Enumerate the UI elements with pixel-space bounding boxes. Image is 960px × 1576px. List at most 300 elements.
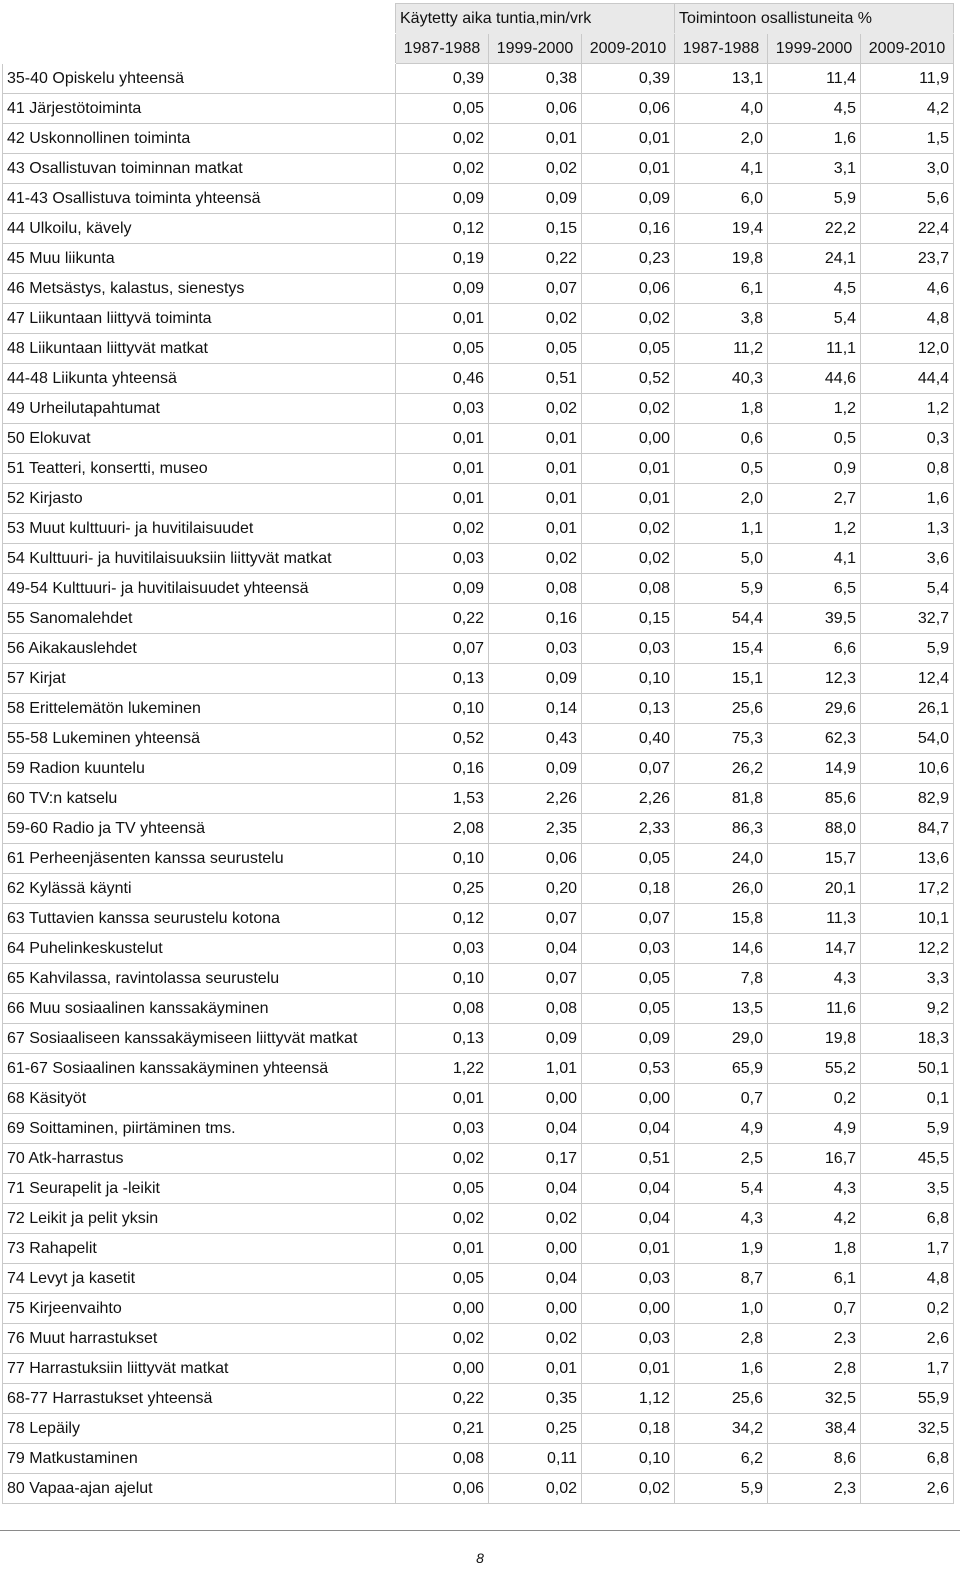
value-cell: 0,02 bbox=[489, 1204, 582, 1234]
value-cell: 0,00 bbox=[582, 1084, 675, 1114]
value-cell: 81,8 bbox=[675, 784, 768, 814]
value-cell: 0,08 bbox=[396, 994, 489, 1024]
table-row bbox=[3, 1354, 954, 1384]
value-cell: 0,05 bbox=[582, 964, 675, 994]
value-cell: 0,3 bbox=[861, 424, 954, 454]
value-cell: 4,3 bbox=[768, 1174, 861, 1204]
value-cell: 0,10 bbox=[582, 664, 675, 694]
value-cell: 0,07 bbox=[582, 754, 675, 784]
value-cell: 0,01 bbox=[582, 154, 675, 184]
value-cell: 1,9 bbox=[675, 1234, 768, 1264]
value-cell: 0,25 bbox=[489, 1414, 582, 1444]
row-label: 48 Liikuntaan liittyvät matkat bbox=[3, 334, 396, 364]
row-label: 54 Kulttuuri- ja huvitilaisuuksiin liittyvät matkat bbox=[3, 544, 396, 574]
value-cell: 29,0 bbox=[675, 1024, 768, 1054]
value-cell: 0,02 bbox=[489, 304, 582, 334]
value-cell: 0,02 bbox=[396, 514, 489, 544]
value-cell: 6,6 bbox=[768, 634, 861, 664]
table-row bbox=[3, 124, 954, 154]
value-cell: 1,53 bbox=[396, 784, 489, 814]
value-cell: 8,6 bbox=[768, 1444, 861, 1474]
row-label: 68-77 Harrastukset yhteensä bbox=[3, 1384, 396, 1414]
value-cell: 0,00 bbox=[582, 1294, 675, 1324]
value-cell: 6,8 bbox=[861, 1444, 954, 1474]
value-cell: 2,3 bbox=[768, 1324, 861, 1354]
value-cell: 1,0 bbox=[675, 1294, 768, 1324]
table-row bbox=[3, 634, 954, 664]
value-cell: 26,1 bbox=[861, 694, 954, 724]
value-cell: 32,5 bbox=[768, 1384, 861, 1414]
value-cell: 0,18 bbox=[582, 1414, 675, 1444]
value-cell: 7,8 bbox=[675, 964, 768, 994]
value-cell: 0,7 bbox=[768, 1294, 861, 1324]
time-use-table bbox=[2, 3, 954, 1504]
value-cell: 5,9 bbox=[861, 634, 954, 664]
row-label: 58 Erittelemätön lukeminen bbox=[3, 694, 396, 724]
value-cell: 0,18 bbox=[582, 874, 675, 904]
value-cell: 0,06 bbox=[489, 844, 582, 874]
value-cell: 0,12 bbox=[396, 214, 489, 244]
value-cell: 4,3 bbox=[768, 964, 861, 994]
value-cell: 15,4 bbox=[675, 634, 768, 664]
value-cell: 22,4 bbox=[861, 214, 954, 244]
value-cell: 1,8 bbox=[768, 1234, 861, 1264]
value-cell: 0,03 bbox=[396, 394, 489, 424]
value-cell: 85,6 bbox=[768, 784, 861, 814]
value-cell: 0,02 bbox=[489, 154, 582, 184]
row-label: 64 Puhelinkeskustelut bbox=[3, 934, 396, 964]
row-label: 47 Liikuntaan liittyvä toiminta bbox=[3, 304, 396, 334]
table-row bbox=[3, 694, 954, 724]
row-label: 66 Muu sosiaalinen kanssakäyminen bbox=[3, 994, 396, 1024]
value-cell: 0,03 bbox=[582, 1324, 675, 1354]
value-cell: 0,08 bbox=[582, 574, 675, 604]
row-label: 49 Urheilutapahtumat bbox=[3, 394, 396, 424]
year-header: 1999-2000 bbox=[768, 34, 861, 64]
value-cell: 0,40 bbox=[582, 724, 675, 754]
value-cell: 6,1 bbox=[675, 274, 768, 304]
footer-rule bbox=[0, 1530, 960, 1531]
value-cell: 3,8 bbox=[675, 304, 768, 334]
value-cell: 20,1 bbox=[768, 874, 861, 904]
value-cell: 0,01 bbox=[396, 424, 489, 454]
value-cell: 1,2 bbox=[768, 514, 861, 544]
value-cell: 25,6 bbox=[675, 694, 768, 724]
row-label: 53 Muut kulttuuri- ja huvitilaisuudet bbox=[3, 514, 396, 544]
value-cell: 12,2 bbox=[861, 934, 954, 964]
row-label: 55 Sanomalehdet bbox=[3, 604, 396, 634]
value-cell: 0,5 bbox=[675, 454, 768, 484]
value-cell: 18,3 bbox=[861, 1024, 954, 1054]
value-cell: 0,00 bbox=[489, 1294, 582, 1324]
value-cell: 0,06 bbox=[396, 1474, 489, 1504]
value-cell: 75,3 bbox=[675, 724, 768, 754]
value-cell: 4,5 bbox=[768, 94, 861, 124]
table-row bbox=[3, 94, 954, 124]
value-cell: 0,08 bbox=[489, 574, 582, 604]
value-cell: 0,02 bbox=[582, 394, 675, 424]
table-row bbox=[3, 724, 954, 754]
value-cell: 0,09 bbox=[396, 274, 489, 304]
table-row bbox=[3, 1204, 954, 1234]
row-label: 74 Levyt ja kasetit bbox=[3, 1264, 396, 1294]
table-body bbox=[3, 64, 954, 1504]
value-cell: 0,01 bbox=[489, 1354, 582, 1384]
value-cell: 0,03 bbox=[396, 934, 489, 964]
table-row bbox=[3, 574, 954, 604]
table-row bbox=[3, 1144, 954, 1174]
value-cell: 11,3 bbox=[768, 904, 861, 934]
value-cell: 1,7 bbox=[861, 1234, 954, 1264]
table-row bbox=[3, 814, 954, 844]
table-row bbox=[3, 1054, 954, 1084]
value-cell: 0,38 bbox=[489, 64, 582, 94]
value-cell: 0,01 bbox=[396, 1084, 489, 1114]
value-cell: 4,1 bbox=[675, 154, 768, 184]
table-row bbox=[3, 904, 954, 934]
table-row bbox=[3, 364, 954, 394]
value-cell: 6,0 bbox=[675, 184, 768, 214]
row-label: 55-58 Lukeminen yhteensä bbox=[3, 724, 396, 754]
value-cell: 4,2 bbox=[861, 94, 954, 124]
table-row bbox=[3, 604, 954, 634]
value-cell: 5,9 bbox=[675, 1474, 768, 1504]
value-cell: 0,09 bbox=[582, 184, 675, 214]
table-row bbox=[3, 844, 954, 874]
value-cell: 3,0 bbox=[861, 154, 954, 184]
row-label: 61 Perheenjäsenten kanssa seurustelu bbox=[3, 844, 396, 874]
value-cell: 2,3 bbox=[768, 1474, 861, 1504]
value-cell: 0,09 bbox=[489, 1024, 582, 1054]
table-row bbox=[3, 64, 954, 94]
table-row bbox=[3, 154, 954, 184]
value-cell: 0,04 bbox=[582, 1114, 675, 1144]
row-label: 49-54 Kulttuuri- ja huvitilaisuudet yhteensä bbox=[3, 574, 396, 604]
header-corner bbox=[3, 4, 396, 34]
value-cell: 0,53 bbox=[582, 1054, 675, 1084]
value-cell: 6,2 bbox=[675, 1444, 768, 1474]
value-cell: 26,0 bbox=[675, 874, 768, 904]
value-cell: 14,6 bbox=[675, 934, 768, 964]
row-label: 61-67 Sosiaalinen kanssakäyminen yhteensä bbox=[3, 1054, 396, 1084]
value-cell: 6,1 bbox=[768, 1264, 861, 1294]
value-cell: 19,8 bbox=[768, 1024, 861, 1054]
value-cell: 0,13 bbox=[396, 1024, 489, 1054]
value-cell: 11,2 bbox=[675, 334, 768, 364]
value-cell: 11,1 bbox=[768, 334, 861, 364]
value-cell: 0,05 bbox=[582, 334, 675, 364]
value-cell: 34,2 bbox=[675, 1414, 768, 1444]
value-cell: 1,5 bbox=[861, 124, 954, 154]
value-cell: 1,6 bbox=[675, 1354, 768, 1384]
value-cell: 54,0 bbox=[861, 724, 954, 754]
value-cell: 0,01 bbox=[582, 1234, 675, 1264]
value-cell: 5,4 bbox=[675, 1174, 768, 1204]
page-number: 8 bbox=[476, 1550, 484, 1566]
year-header: 1999-2000 bbox=[489, 34, 582, 64]
value-cell: 0,03 bbox=[582, 934, 675, 964]
value-cell: 0,06 bbox=[582, 274, 675, 304]
row-label: 41-43 Osallistuva toiminta yhteensä bbox=[3, 184, 396, 214]
value-cell: 0,10 bbox=[396, 844, 489, 874]
row-label: 79 Matkustaminen bbox=[3, 1444, 396, 1474]
table-row bbox=[3, 214, 954, 244]
value-cell: 0,19 bbox=[396, 244, 489, 274]
value-cell: 0,8 bbox=[861, 454, 954, 484]
value-cell: 0,5 bbox=[768, 424, 861, 454]
year-header: 2009-2010 bbox=[582, 34, 675, 64]
value-cell: 0,10 bbox=[582, 1444, 675, 1474]
value-cell: 0,25 bbox=[396, 874, 489, 904]
value-cell: 0,15 bbox=[489, 214, 582, 244]
value-cell: 4,0 bbox=[675, 94, 768, 124]
year-header-row bbox=[3, 34, 954, 64]
row-label: 78 Lepäily bbox=[3, 1414, 396, 1444]
value-cell: 0,22 bbox=[396, 1384, 489, 1414]
value-cell: 0,01 bbox=[396, 1234, 489, 1264]
value-cell: 4,9 bbox=[768, 1114, 861, 1144]
value-cell: 1,2 bbox=[861, 394, 954, 424]
value-cell: 11,9 bbox=[861, 64, 954, 94]
value-cell: 0,01 bbox=[396, 304, 489, 334]
value-cell: 0,03 bbox=[396, 1114, 489, 1144]
table-row bbox=[3, 1444, 954, 1474]
value-cell: 4,5 bbox=[768, 274, 861, 304]
value-cell: 0,21 bbox=[396, 1414, 489, 1444]
value-cell: 39,5 bbox=[768, 604, 861, 634]
value-cell: 5,9 bbox=[675, 574, 768, 604]
value-cell: 2,33 bbox=[582, 814, 675, 844]
table-row bbox=[3, 1474, 954, 1504]
value-cell: 11,6 bbox=[768, 994, 861, 1024]
value-cell: 2,35 bbox=[489, 814, 582, 844]
value-cell: 0,17 bbox=[489, 1144, 582, 1174]
value-cell: 15,1 bbox=[675, 664, 768, 694]
row-label: 73 Rahapelit bbox=[3, 1234, 396, 1264]
value-cell: 13,6 bbox=[861, 844, 954, 874]
row-label: 71 Seurapelit ja -leikit bbox=[3, 1174, 396, 1204]
group-header-row bbox=[3, 4, 954, 34]
value-cell: 2,0 bbox=[675, 484, 768, 514]
value-cell: 0,02 bbox=[396, 1324, 489, 1354]
group-header-time: Käytetty aika tuntia,min/vrk bbox=[396, 4, 675, 34]
row-label: 46 Metsästys, kalastus, sienestys bbox=[3, 274, 396, 304]
value-cell: 0,01 bbox=[489, 424, 582, 454]
row-label: 59-60 Radio ja TV yhteensä bbox=[3, 814, 396, 844]
value-cell: 0,52 bbox=[396, 724, 489, 754]
value-cell: 0,16 bbox=[489, 604, 582, 634]
value-cell: 0,00 bbox=[396, 1294, 489, 1324]
value-cell: 0,04 bbox=[489, 1174, 582, 1204]
value-cell: 0,07 bbox=[489, 274, 582, 304]
value-cell: 1,8 bbox=[675, 394, 768, 424]
value-cell: 3,6 bbox=[861, 544, 954, 574]
value-cell: 0,02 bbox=[489, 394, 582, 424]
value-cell: 44,6 bbox=[768, 364, 861, 394]
value-cell: 14,7 bbox=[768, 934, 861, 964]
value-cell: 0,16 bbox=[582, 214, 675, 244]
value-cell: 82,9 bbox=[861, 784, 954, 814]
table-row bbox=[3, 1174, 954, 1204]
value-cell: 1,3 bbox=[861, 514, 954, 544]
value-cell: 4,6 bbox=[861, 274, 954, 304]
table-row bbox=[3, 1114, 954, 1144]
value-cell: 0,08 bbox=[489, 994, 582, 1024]
value-cell: 0,03 bbox=[489, 634, 582, 664]
value-cell: 0,16 bbox=[396, 754, 489, 784]
value-cell: 22,2 bbox=[768, 214, 861, 244]
value-cell: 0,6 bbox=[675, 424, 768, 454]
value-cell: 0,15 bbox=[582, 604, 675, 634]
value-cell: 14,9 bbox=[768, 754, 861, 784]
value-cell: 0,02 bbox=[489, 544, 582, 574]
value-cell: 25,6 bbox=[675, 1384, 768, 1414]
value-cell: 40,3 bbox=[675, 364, 768, 394]
table-row bbox=[3, 784, 954, 814]
value-cell: 0,04 bbox=[489, 1114, 582, 1144]
value-cell: 15,8 bbox=[675, 904, 768, 934]
row-label: 60 TV:n katselu bbox=[3, 784, 396, 814]
value-cell: 86,3 bbox=[675, 814, 768, 844]
table-row bbox=[3, 664, 954, 694]
value-cell: 0,11 bbox=[489, 1444, 582, 1474]
row-label: 77 Harrastuksiin liittyvät matkat bbox=[3, 1354, 396, 1384]
row-label: 65 Kahvilassa, ravintolassa seurustelu bbox=[3, 964, 396, 994]
value-cell: 2,26 bbox=[489, 784, 582, 814]
table-row bbox=[3, 964, 954, 994]
value-cell: 55,2 bbox=[768, 1054, 861, 1084]
value-cell: 0,35 bbox=[489, 1384, 582, 1414]
value-cell: 0,02 bbox=[396, 1144, 489, 1174]
table-row bbox=[3, 1414, 954, 1444]
value-cell: 15,7 bbox=[768, 844, 861, 874]
value-cell: 0,22 bbox=[396, 604, 489, 634]
value-cell: 0,52 bbox=[582, 364, 675, 394]
value-cell: 0,00 bbox=[489, 1234, 582, 1264]
value-cell: 0,09 bbox=[489, 754, 582, 784]
value-cell: 2,08 bbox=[396, 814, 489, 844]
value-cell: 8,7 bbox=[675, 1264, 768, 1294]
value-cell: 1,12 bbox=[582, 1384, 675, 1414]
value-cell: 2,8 bbox=[768, 1354, 861, 1384]
table-row bbox=[3, 424, 954, 454]
value-cell: 0,09 bbox=[489, 184, 582, 214]
value-cell: 0,02 bbox=[489, 1474, 582, 1504]
value-cell: 0,06 bbox=[489, 94, 582, 124]
value-cell: 4,8 bbox=[861, 304, 954, 334]
row-label: 45 Muu liikunta bbox=[3, 244, 396, 274]
value-cell: 0,09 bbox=[489, 664, 582, 694]
group-header-participation: Toimintoon osallistuneita % bbox=[675, 4, 954, 34]
table-row bbox=[3, 1024, 954, 1054]
row-label: 70 Atk-harrastus bbox=[3, 1144, 396, 1174]
row-label: 80 Vapaa-ajan ajelut bbox=[3, 1474, 396, 1504]
row-label: 68 Käsityöt bbox=[3, 1084, 396, 1114]
value-cell: 1,2 bbox=[768, 394, 861, 424]
value-cell: 32,7 bbox=[861, 604, 954, 634]
value-cell: 0,07 bbox=[582, 904, 675, 934]
value-cell: 0,01 bbox=[489, 124, 582, 154]
value-cell: 0,05 bbox=[396, 1264, 489, 1294]
value-cell: 44,4 bbox=[861, 364, 954, 394]
value-cell: 3,3 bbox=[861, 964, 954, 994]
value-cell: 10,6 bbox=[861, 754, 954, 784]
value-cell: 0,10 bbox=[396, 694, 489, 724]
value-cell: 0,10 bbox=[396, 964, 489, 994]
value-cell: 5,9 bbox=[768, 184, 861, 214]
header-corner-lower bbox=[3, 34, 396, 64]
table-row bbox=[3, 874, 954, 904]
row-label: 59 Radion kuuntelu bbox=[3, 754, 396, 784]
value-cell: 12,0 bbox=[861, 334, 954, 364]
value-cell: 0,03 bbox=[582, 634, 675, 664]
value-cell: 23,7 bbox=[861, 244, 954, 274]
row-label: 75 Kirjeenvaihto bbox=[3, 1294, 396, 1324]
value-cell: 0,01 bbox=[396, 484, 489, 514]
value-cell: 0,01 bbox=[489, 454, 582, 484]
row-label: 76 Muut harrastukset bbox=[3, 1324, 396, 1354]
value-cell: 4,9 bbox=[675, 1114, 768, 1144]
value-cell: 0,05 bbox=[489, 334, 582, 364]
table-row bbox=[3, 484, 954, 514]
value-cell: 6,8 bbox=[861, 1204, 954, 1234]
row-label: 57 Kirjat bbox=[3, 664, 396, 694]
value-cell: 0,46 bbox=[396, 364, 489, 394]
value-cell: 0,9 bbox=[768, 454, 861, 484]
value-cell: 2,5 bbox=[675, 1144, 768, 1174]
value-cell: 1,7 bbox=[861, 1354, 954, 1384]
value-cell: 5,4 bbox=[861, 574, 954, 604]
row-label: 52 Kirjasto bbox=[3, 484, 396, 514]
value-cell: 32,5 bbox=[861, 1414, 954, 1444]
value-cell: 0,08 bbox=[396, 1444, 489, 1474]
value-cell: 88,0 bbox=[768, 814, 861, 844]
value-cell: 0,00 bbox=[396, 1354, 489, 1384]
value-cell: 4,1 bbox=[768, 544, 861, 574]
value-cell: 0,09 bbox=[396, 184, 489, 214]
value-cell: 19,8 bbox=[675, 244, 768, 274]
value-cell: 0,04 bbox=[489, 934, 582, 964]
value-cell: 54,4 bbox=[675, 604, 768, 634]
value-cell: 0,04 bbox=[489, 1264, 582, 1294]
row-label: 62 Kylässä käynti bbox=[3, 874, 396, 904]
table-row bbox=[3, 1384, 954, 1414]
row-label: 35-40 Opiskelu yhteensä bbox=[3, 64, 396, 94]
table-row bbox=[3, 394, 954, 424]
value-cell: 13,1 bbox=[675, 64, 768, 94]
value-cell: 0,20 bbox=[489, 874, 582, 904]
value-cell: 1,6 bbox=[861, 484, 954, 514]
value-cell: 0,01 bbox=[582, 454, 675, 484]
value-cell: 0,05 bbox=[582, 844, 675, 874]
value-cell: 0,51 bbox=[582, 1144, 675, 1174]
value-cell: 2,7 bbox=[768, 484, 861, 514]
value-cell: 2,26 bbox=[582, 784, 675, 814]
value-cell: 50,1 bbox=[861, 1054, 954, 1084]
value-cell: 24,0 bbox=[675, 844, 768, 874]
year-header: 1987-1988 bbox=[396, 34, 489, 64]
value-cell: 0,07 bbox=[396, 634, 489, 664]
table-row bbox=[3, 514, 954, 544]
value-cell: 5,4 bbox=[768, 304, 861, 334]
value-cell: 3,5 bbox=[861, 1174, 954, 1204]
value-cell: 0,09 bbox=[582, 1024, 675, 1054]
row-label: 44 Ulkoilu, kävely bbox=[3, 214, 396, 244]
value-cell: 0,02 bbox=[582, 1474, 675, 1504]
value-cell: 1,01 bbox=[489, 1054, 582, 1084]
value-cell: 0,39 bbox=[396, 64, 489, 94]
value-cell: 0,2 bbox=[768, 1084, 861, 1114]
